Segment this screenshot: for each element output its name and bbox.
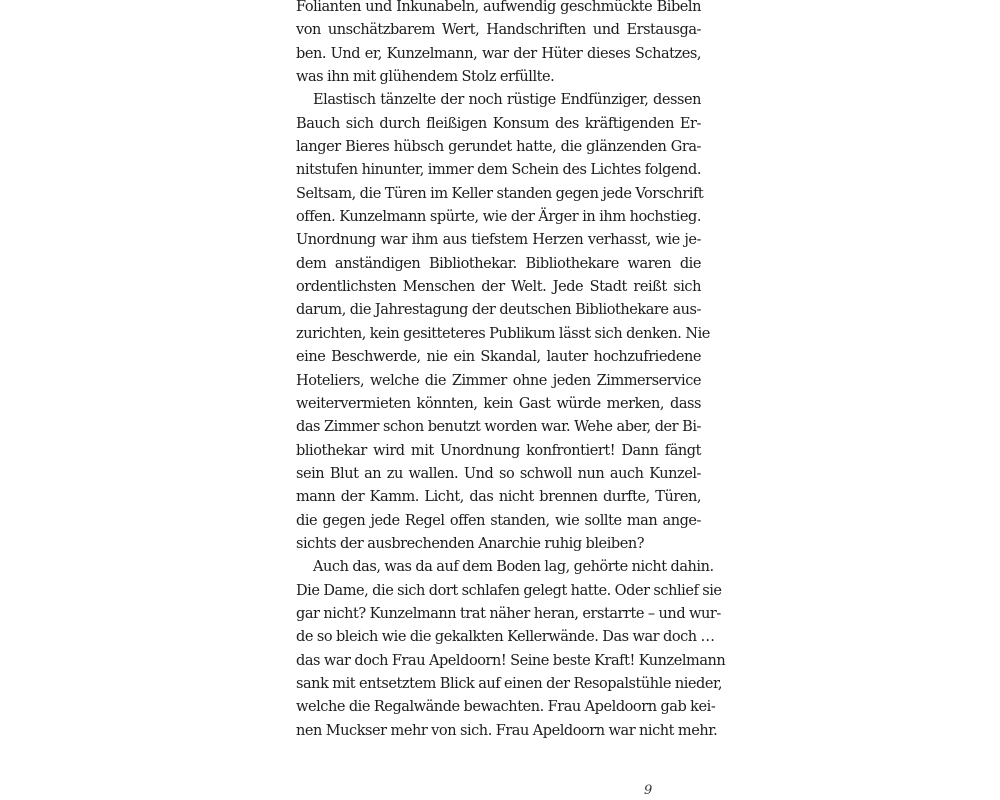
page-number: 9: [644, 783, 653, 798]
text-line: eine Beschwerde, nie ein Skandal, lauter hochzufriedene: [296, 349, 701, 366]
text-line: de so bleich wie die gekalkten Kellerwände. Das war doch …: [296, 629, 715, 646]
text-line: Seltsam, die Türen im Keller standen gegen jede Vorschrift: [296, 185, 704, 202]
text-line: gar nicht? Kunzelmann trat näher heran, erstarrte – und wur-: [296, 605, 721, 622]
text-line: ordentlichsten Menschen der Welt. Jede Stadt reißt sich: [296, 279, 701, 296]
text-line: darum, die Jahrestagung der deutschen Bibliothekare aus-: [296, 302, 701, 319]
text-line: Hoteliers, welche die Zimmer ohne jeden Zimmerservice: [296, 372, 701, 389]
text-line: das war doch Frau Apeldoorn! Seine beste Kraft! Kunzelmann: [296, 652, 726, 669]
text-line: langer Bieres hübsch gerundet hatte, die glänzenden Gra-: [296, 139, 701, 156]
text-line: welche die Regalwände bewachten. Frau Apeldoorn gab kei-: [296, 699, 716, 716]
text-line: nitstufen hinunter, immer dem Schein des Lichtes folgend.: [296, 162, 701, 179]
text-line: weitervermieten könnten, kein Gast würde merken, dass: [296, 395, 701, 412]
text-line: von unschätzbarem Wert, Handschriften und Erstausga-: [296, 22, 701, 39]
text-line: sichts der ausbrechenden Anarchie ruhig bleiben?: [296, 535, 645, 552]
text-line: mann der Kamm. Licht, das nicht brennen durfte, Türen,: [296, 489, 701, 506]
text-line: die gegen jede Regel offen standen, wie sollte man ange-: [296, 512, 701, 529]
text-line: Die Dame, die sich dort schlafen gelegt hatte. Oder schlief sie: [296, 582, 722, 599]
text-line: dem anständigen Bibliothekar. Bibliothekare waren die: [296, 255, 701, 272]
text-line: zurichten, kein gesitteteres Publikum lässt sich denken. Nie: [296, 325, 710, 342]
text-line: was ihn mit glühendem Stolz erfüllte.: [296, 69, 555, 86]
text-line: ben. Und er, Kunzelmann, war der Hüter dieses Schatzes,: [296, 45, 701, 62]
text-line: sein Blut an zu wallen. Und so schwoll nun auch Kunzel-: [296, 465, 701, 482]
text-line: Bauch sich durch fleißigen Konsum des kräftigenden Er-: [296, 115, 701, 132]
text-line: Auch das, was da auf dem Boden lag, gehörte nicht dahin.: [313, 559, 714, 576]
text-line: sank mit entsetztem Blick auf einen der Resopalstühle nieder,: [296, 675, 723, 692]
body-text: [296, 0, 726, 743]
text-line: das Zimmer schon benutzt worden war. Wehe aber, der Bi-: [296, 419, 701, 436]
text-line: Folianten und Inkunabeln, aufwendig geschmückte Bibeln: [296, 0, 701, 15]
text-line: nen Muckser mehr von sich. Frau Apeldoorn war nicht mehr.: [296, 722, 718, 739]
text-line: Unordnung war ihm aus tiefstem Herzen verhasst, wie je-: [296, 232, 701, 249]
text-line: Elastisch tänzelte der noch rüstige Endfünziger, dessen: [313, 92, 701, 109]
text-line: offen. Kunzelmann spürte, wie der Ärger in ihm hochstieg.: [296, 209, 701, 226]
text-line: bliothekar wird mit Unordnung konfrontiert! Dann fängt: [296, 442, 701, 459]
